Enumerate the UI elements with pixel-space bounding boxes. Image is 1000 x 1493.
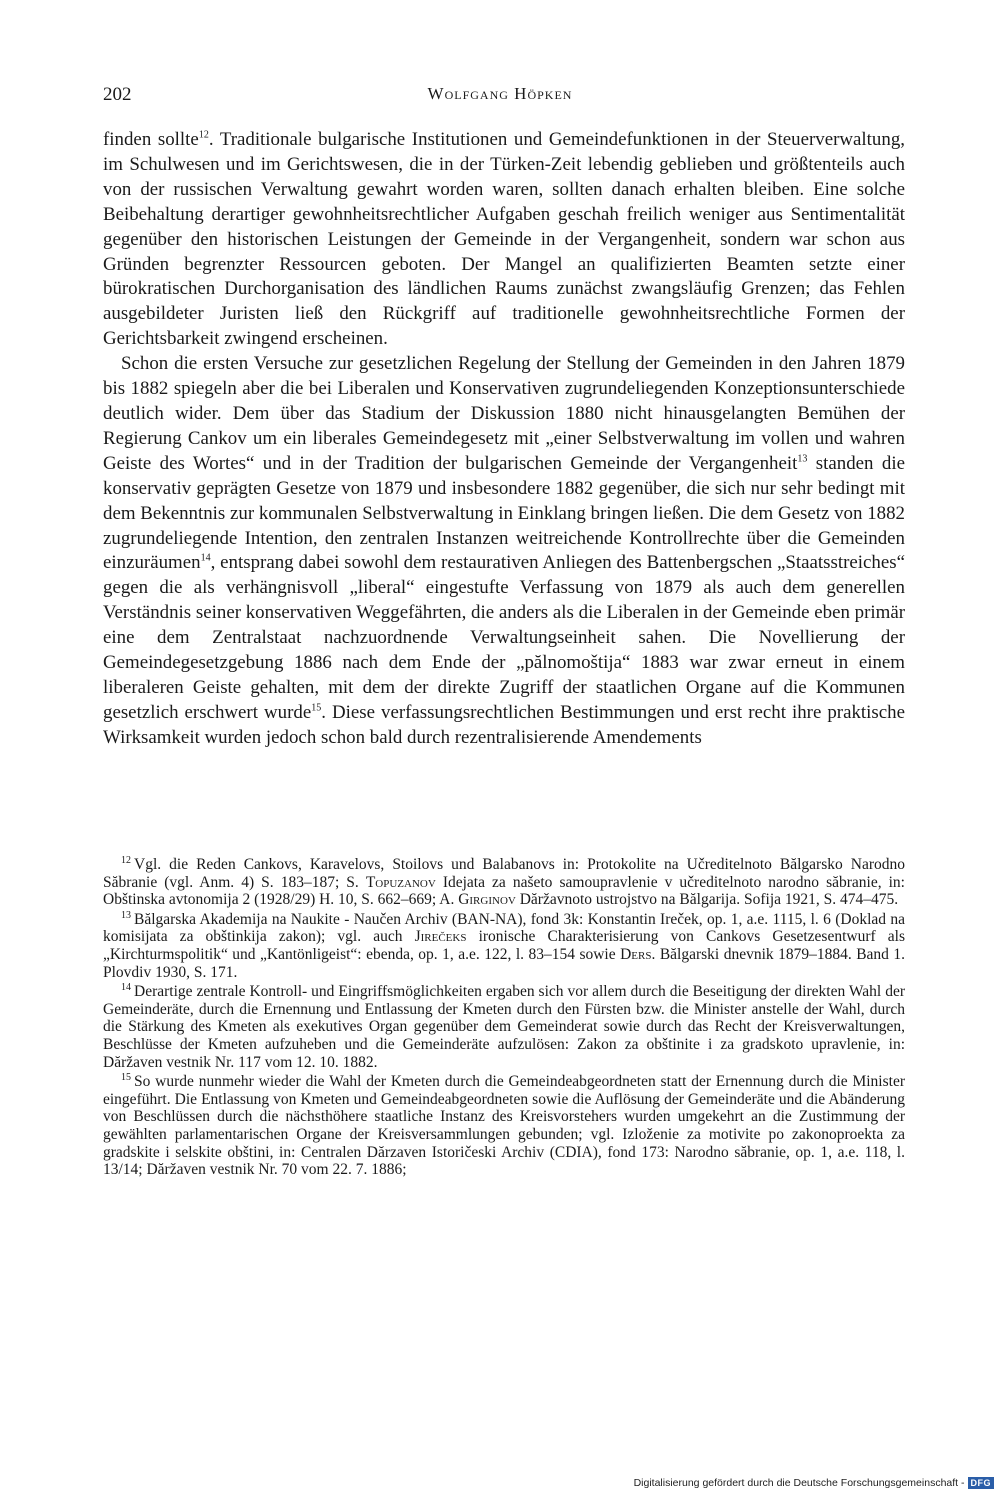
paragraph-2-text-b: standen die konservativ geprägten Gesetze von 1879 und insbesondere 1882 gegenüber, die sich nur sehr bedingt mit dem Bekenntnis zur kommunalen Selbstverwaltung in Einklang bringen ließen. Die dem Gesetz von 1882 zugrundeliegende Intention, den zentralen Instanzen weitreichende Kontrollrechte über die Gemeinden einzuräumen	[103, 452, 905, 574]
footnote-14-text: Derartige zentrale Kontroll- und Eingriffsmöglichkeiten ergaben sich vor allem durch die Beseitigung der direkten Wahl der Gemeinderäte, durch die Ernennung und Entlassung der Kmeten durch den Fürsten bzw. die Minister anstelle der Wahl, durch die Stärkung des Kmeten als exekutives Organ gegenüber dem Gemeinderat sowie durch das Recht der Kreisverwaltungen, Beschlüsse der Kmeten aufzuheben und die Gemeinderäte aufzulösen: Zakon za obštinite i za gradskoto upravlenie, in: Dăržaven vestnik Nr. 117 vom 12. 10. 1882.	[103, 983, 905, 1071]
paragraph-1	[103, 128, 905, 352]
footnote-13-text-b: ironische Charakterisierung von Cankovs Gesetzesentwurf als „Kirchturmspolitik“ und „Kantönligeist“: ebenda, op. 1, a.e. 122, l. 83–154 sowie	[103, 928, 905, 963]
paragraph-2	[103, 352, 905, 751]
footnote-12	[103, 856, 905, 909]
footnote-15-text: So wurde nunmehr wieder die Wahl der Kmeten durch die Gemeindeabgeordneten statt der Ernennung durch die Minister eingeführt. Die Entlassung von Kmeten und Gemeindeabgeordneten sowie die Auflösung der Gemeinderäte und die Abänderung von Beschlüssen durch die nächsthöhere staatliche Instanz des Kreisvorstehers wurden umgekehrt an die Zustimmung der gewählten parlamentarischen Organe der Kreisversammlungen gebunden; vgl. Izloženie za motivite po zakonoproekta za gradskite i selskite obštini, in: Centralen Dărzaven Istoričeski Archiv (CDIA), fond 173: Narodno săbranie, op. 1, a.e. 118, l. 13/14; Dăržaven vestnik Nr. 70 vom 22. 7. 1886;	[103, 1073, 905, 1179]
main-text	[103, 128, 905, 751]
footnote-ref-12: 12	[198, 129, 209, 141]
footnote-12-number: 12	[121, 854, 131, 866]
footnote-12-text-c: Dăržavnoto ustrojstvo na Bălgarija. Sofija 1921, S. 474–475.	[515, 891, 899, 909]
footnote-12-author-a: Topuzanov	[365, 873, 436, 891]
paragraph-2-text-d: . Diese verfassungsrechtlichen Bestimmungen und erst recht ihre praktische Wirksamkeit wurden jedoch schon bald durch rezentralisierende Amendements	[103, 701, 905, 748]
paragraph-2-text-a: Schon die ersten Versuche zur gesetzlichen Regelung der Stellung der Gemeinden in den Jahren 1879 bis 1882 spiegeln aber die bei Liberalen und Konservativen zugrundeliegenden Konzeptionsunterschiede deutlich wider. Dem über das Stadium der Diskussion 1880 nicht hinausgelangten Bemühen der Regierung Cankov um ein liberales Gemeindegesetz mit „einer Selbstverwaltung im vollen und wahren Geiste des Wortes“ und in der Tradition der bulgarischen Gemeinde der Vergangenheit	[103, 353, 905, 474]
footnote-13-author-b: Ders.	[620, 945, 656, 963]
footnote-15-number: 15	[121, 1071, 131, 1083]
footnote-13-author-a: Jirečeks	[414, 928, 467, 946]
running-head: Wolfgang Höpken	[427, 84, 573, 103]
footnote-13-number: 13	[121, 909, 131, 921]
footnotes	[103, 856, 905, 1181]
paragraph-1-text-b: . Traditionale bulgarische Institutionen und Gemeindefunktionen in der Steuerverwaltung, im Schulwesen und im Gerichtswesen, die in der Türken-Zeit lebendig geblieben und größtenteils auch von der russischen Verwaltung gewahrt worden waren, sollten danach erhalten bleiben. Eine solche Beibehaltung derartiger gewohnheitsrechtlicher Aufgaben geschah freilich weniger aus Sentimentalität gegenüber den historischen Leistungen der Gemeinde in der Vergangenheit, sondern war schon aus Gründen begrenzter Ressourcen geboten. Der Mangel an qualifizierten Beamten setzte einer bürokratischen Durchorganisation des ländlichen Raums zunächst zwangsläufig Grenzen; das Fehlen ausgebildeter Juristen ließ den Rückgriff auf traditionelle gewohnheitsrechtliche Formen der Gerichtsbarkeit zwingend erscheinen.	[103, 129, 905, 350]
footnote-13-text-a: Bălgarska Akademija na Naukite - Naučen Archiv (BAN-NA), fond 3k: Konstantin Ireček, op. 1, a.e. 1115, l. 6 (Doklad na komisijata za obštinkija zakon); vgl. auch	[103, 910, 905, 946]
footnote-14-number: 14	[121, 982, 131, 993]
paragraph-1-text-a: finden sollte	[103, 129, 199, 150]
footnote-15	[103, 1073, 905, 1179]
footnote-12-author-b: Girginov	[458, 891, 516, 909]
footnote-13	[103, 911, 905, 981]
footnote-ref-14: 14	[200, 553, 211, 565]
credit-text: Digitalisierung gefördert durch die Deutsche Forschungsgemeinschaft -	[633, 1477, 965, 1489]
footnote-ref-15: 15	[311, 702, 322, 714]
digitization-credit	[634, 1477, 994, 1489]
footnote-ref-13: 13	[797, 453, 808, 465]
paragraph-2-text-c: , entsprang dabei sowohl dem restaurativen Anliegen des Battenbergschen „Staatsstreiches“ gegen die als verhängnisvoll „liberal“ eingestufte Verfassung von 1879 als auch dem generellen Verständnis seiner konservativen Weggefährten, die anders als die Liberalen in der Gemeinde eben primär eine dem Zentralstaat nachzuordnende Verwaltungseinheit sahen. Die Novellierung der Gemeindegesetzgebung 1886 nach dem Ende der „pălnomoštija“ 1883 war zwar erneut in einem liberaleren Geiste gehalten, mit dem der direkte Zugriff der staatlichen Organe auf die Kommunen gesetzlich erschwert wurde	[103, 552, 905, 723]
page-number: 202	[103, 84, 132, 105]
footnote-13-text-c: Bălgarski dnevnik 1879–1884. Band 1. Plovdiv 1930, S. 171.	[103, 945, 906, 981]
footnote-14	[103, 983, 905, 1071]
footnote-12-text-b: Idejata za našeto samoupravlenie v učreditelnoto narodno săbranie, in: Obštinska avtonomija 2 (1928/29) H. 10, S. 662–669; A.	[103, 873, 905, 909]
dfg-logo-icon: DFG	[968, 1477, 995, 1489]
footnote-12-text-a: Vgl. die Reden Cankovs, Karavelovs, Stoilovs und Balabanovs in: Protokolite na Učreditelnoto Bălgarsko Narodno Săbranie (vgl. Anm. 4) S. 183–187; S.	[103, 856, 905, 891]
